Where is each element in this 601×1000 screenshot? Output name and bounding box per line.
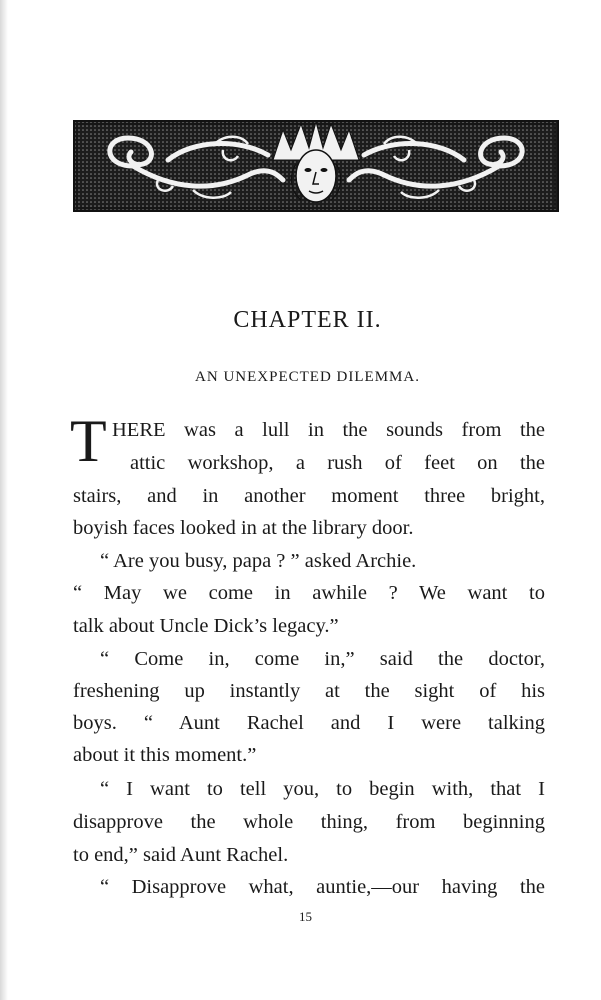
page-number: 15 <box>299 909 312 924</box>
text-line: stairs, and in another moment three bright, <box>73 485 545 507</box>
text-line: “ I want to tell you, to begin with, that I <box>100 778 545 800</box>
text-line: “ May we come in awhile ? We want to <box>73 582 545 604</box>
text-line: “ Disapprove what, auntie,—our having the <box>100 876 545 898</box>
text-line: “ Are you busy, papa ? ” asked Archie. <box>100 550 417 572</box>
text-line: disapprove the whole thing, from beginning <box>73 811 545 833</box>
chapter-subtitle: AN UNEXPECTED DILEMMA. <box>195 369 420 385</box>
ornamental-headpiece <box>73 120 559 212</box>
text-line: boyish faces looked in at the library door. <box>73 517 414 539</box>
text-line: HERE was a lull in the sounds from the <box>112 419 545 441</box>
drop-cap: T <box>70 414 107 468</box>
text-line: about it this moment.” <box>73 744 257 766</box>
page-edge <box>0 0 8 1000</box>
text-line: talk about Uncle Dick’s legacy.” <box>73 615 339 637</box>
text-line: “ Come in, come in,” said the doctor, <box>100 648 545 670</box>
text-line: boys. “ Aunt Rachel and I were talking <box>73 712 545 734</box>
chapter-title: CHAPTER II. <box>233 307 382 333</box>
text-line: attic workshop, a rush of feet on the <box>130 452 545 474</box>
text-line: freshening up instantly at the sight of his <box>73 680 545 702</box>
text-line: to end,” said Aunt Rachel. <box>73 844 289 866</box>
